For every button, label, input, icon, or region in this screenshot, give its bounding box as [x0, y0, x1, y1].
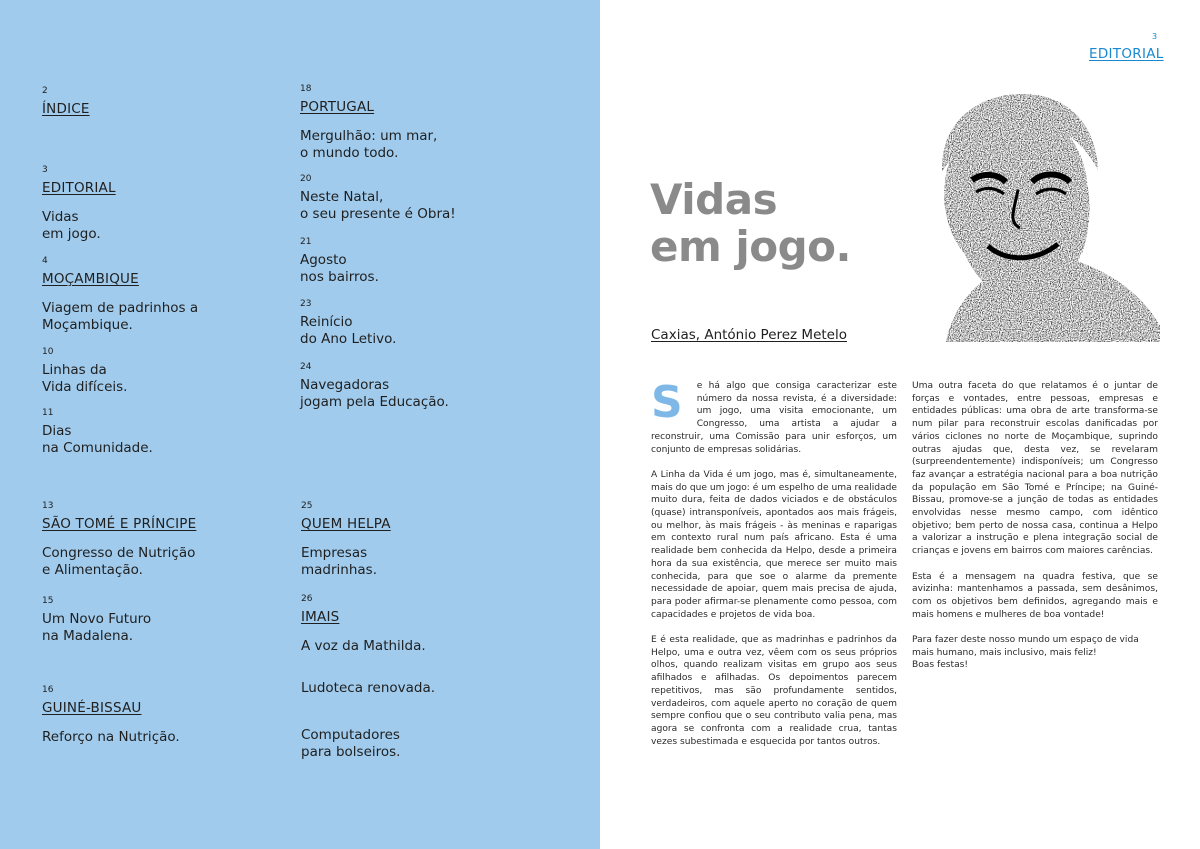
index-page-number: 13: [42, 501, 54, 511]
index-section-title: EDITORIAL: [42, 180, 116, 196]
index-entry-sao-tome[interactable]: [42, 501, 282, 578]
index-page-number: 4: [42, 256, 48, 266]
index-section-title: IMAIS: [301, 609, 340, 625]
index-article-title: Um Novo Futuro na Madalena.: [42, 611, 152, 644]
index-entry-portugal[interactable]: [300, 84, 540, 161]
index-entry-novo-futuro[interactable]: [42, 596, 282, 644]
index-section-title: GUINÉ-BISSAU: [42, 700, 142, 716]
index-entry-reinicio[interactable]: [300, 299, 540, 347]
index-article-title: Navegadoras jogam pela Educação.: [300, 377, 449, 410]
index-article-title: Viagem de padrinhos a Moçambique.: [42, 300, 199, 333]
index-entry-dias-comunidade[interactable]: [42, 408, 282, 456]
editorial-column-1: [651, 377, 897, 761]
index-entry-indice[interactable]: [42, 86, 282, 130]
index-article-title: Reforço na Nutrição.: [42, 729, 180, 745]
index-article-title: A voz da Mathilda.: [301, 638, 426, 654]
editorial-paragraph: E é esta realidade, que as madrinhas e padrinhos da Helpo, uma e outra vez, vêem com os seus próprios olhos, quando realizam visitas em grupo aos seus afilhados e afilhadas. Os depoimentos parecem repetitivos, mas são profundamente sentidos, verdadeiros, com aquele aperto no coração de quem sempre confiou que o seu contributo valia pena, mas agora se confronta com a realidade crua, tantas vezes subestimada e esquecida por tantos outros.: [651, 635, 897, 747]
index-page-number: 10: [42, 347, 54, 357]
author-credit: Caxias, António Perez Metelo: [651, 327, 847, 343]
index-page-number: 11: [42, 408, 54, 418]
index-entry-editorial[interactable]: [42, 165, 282, 242]
index-article-title: Linhas da Vida difíceis.: [42, 362, 128, 395]
index-page-number: 15: [42, 596, 54, 606]
index-entry-mocambique[interactable]: [42, 256, 282, 333]
index-article-title: Dias na Comunidade.: [42, 423, 153, 456]
index-article-title: Ludoteca renovada.: [301, 680, 436, 696]
index-entry-agosto[interactable]: [300, 237, 540, 285]
index-page-number: 18: [300, 84, 312, 94]
index-entry-navegadoras[interactable]: [300, 362, 540, 410]
index-section-title: ÍNDICE: [42, 101, 90, 117]
index-section-title: QUEM HELPA: [301, 516, 391, 532]
editorial-paragraph: A Linha da Vida é um jogo, mas é, simultaneamente, mais do que um jogo: é um espelho de uma realidade muito dura, feita de dados viciados e de obstáculos (quase) intransponíveis, apontados aos mais frágeis, ou melhor, às mais frágeis - às meninas e raparigas em contexto rural num país africano. Esta é uma realidade bem conhecida da Helpo, desde a primeira hora da sua existência, que merece ser muito mais conhecida, para que soe o alarme da premente necessidade de apoiar, quem mais precisa de ajuda, para poder afirmar-se plenamente como pessoa, com capacidades e projetos de vida boa.: [651, 469, 897, 620]
index-article-title: Agosto nos bairros.: [300, 252, 379, 285]
index-entry-imais[interactable]: [301, 594, 541, 655]
index-page-number: 20: [300, 174, 312, 184]
index-entry-quem-helpa[interactable]: [301, 501, 541, 578]
editorial-column-2: [912, 380, 1158, 685]
index-article-title: Congresso de Nutrição e Alimentação.: [42, 545, 196, 578]
index-entry-ludoteca[interactable]: [301, 680, 541, 697]
index-page-number: 24: [300, 362, 312, 372]
index-article-title: Vidas em jogo.: [42, 209, 101, 242]
index-section-title: PORTUGAL: [300, 99, 375, 115]
index-page-number: 25: [301, 501, 313, 511]
index-page-number: 21: [300, 237, 312, 247]
index-page-number: 2: [42, 86, 48, 96]
index-article-title: Empresas madrinhas.: [301, 545, 378, 578]
index-entry-neste-natal[interactable]: [300, 174, 540, 222]
index-page-number: 23: [300, 299, 312, 309]
index-entry-guine-bissau[interactable]: [42, 685, 282, 746]
index-page-number: 16: [42, 685, 54, 695]
index-entry-linhas-da-vida[interactable]: [42, 347, 282, 395]
index-article-title: Neste Natal, o seu presente é Obra!: [300, 189, 456, 222]
index-section-title: SÃO TOMÉ E PRÍNCIPE: [42, 516, 197, 532]
index-article-title: Computadores para bolseiros.: [301, 727, 401, 760]
editorial-paragraph: e há algo que consiga caracterizar este número da nossa revista, é a diversidade: um jogo, uma visita emocionante, um Congresso, uma artista a ajudar a reconstruir, uma Comissão para unir esforços, um conjunto de empresas solidárias.: [651, 381, 897, 455]
index-page-number: 26: [301, 594, 313, 604]
editorial-paragraph: Uma outra faceta do que relatamos é o juntar de forças e vontades, entre pessoas, empresas e entidades públicas: uma obra de arte transforma-se num pilar para reconstruir escolas danificadas por vários ciclones no norte de Moçambique, suprindo outras ajudas que, desta vez, se revelaram (surpreendentemente) indisponíveis; um Congresso faz avançar a estratégia nacional para a boa nutrição da população em São Tomé e Príncipe; na Guiné-Bissau, promove-se a junção de todas as entidades envolvidas nesse mesmo campo, com idêntico objetivo; bem perto de nossa casa, continua a Helpo a valorizar a instrução e plena integração social de crianças e jovens em bairros com maiores carências.: [912, 381, 1158, 557]
editorial-title: Vidas em jogo.: [650, 175, 851, 271]
author-portrait: [876, 86, 1160, 342]
index-article-title: Mergulhão: um mar, o mundo todo.: [300, 128, 438, 161]
editorial-paragraph: Para fazer deste nosso mundo um espaço de vida mais humano, mais inclusivo, mais feliz! Boas festas!: [912, 635, 1139, 671]
index-page-number: 3: [42, 165, 48, 175]
drop-cap: S: [651, 377, 683, 428]
index-section-title: MOÇAMBIQUE: [42, 271, 139, 287]
page-number: 3: [1152, 32, 1158, 41]
editorial-paragraph: Esta é a mensagem na quadra festiva, que se avizinha: mantenhamos a passada, sem desânimos, com os objetivos bem definidos, agregando mais e mais homens e mulheres de boa vontade!: [912, 571, 1158, 620]
index-entry-computadores[interactable]: [301, 727, 541, 760]
index-article-title: Reinício do Ano Letivo.: [300, 314, 397, 347]
section-header-editorial[interactable]: EDITORIAL: [1089, 46, 1164, 62]
